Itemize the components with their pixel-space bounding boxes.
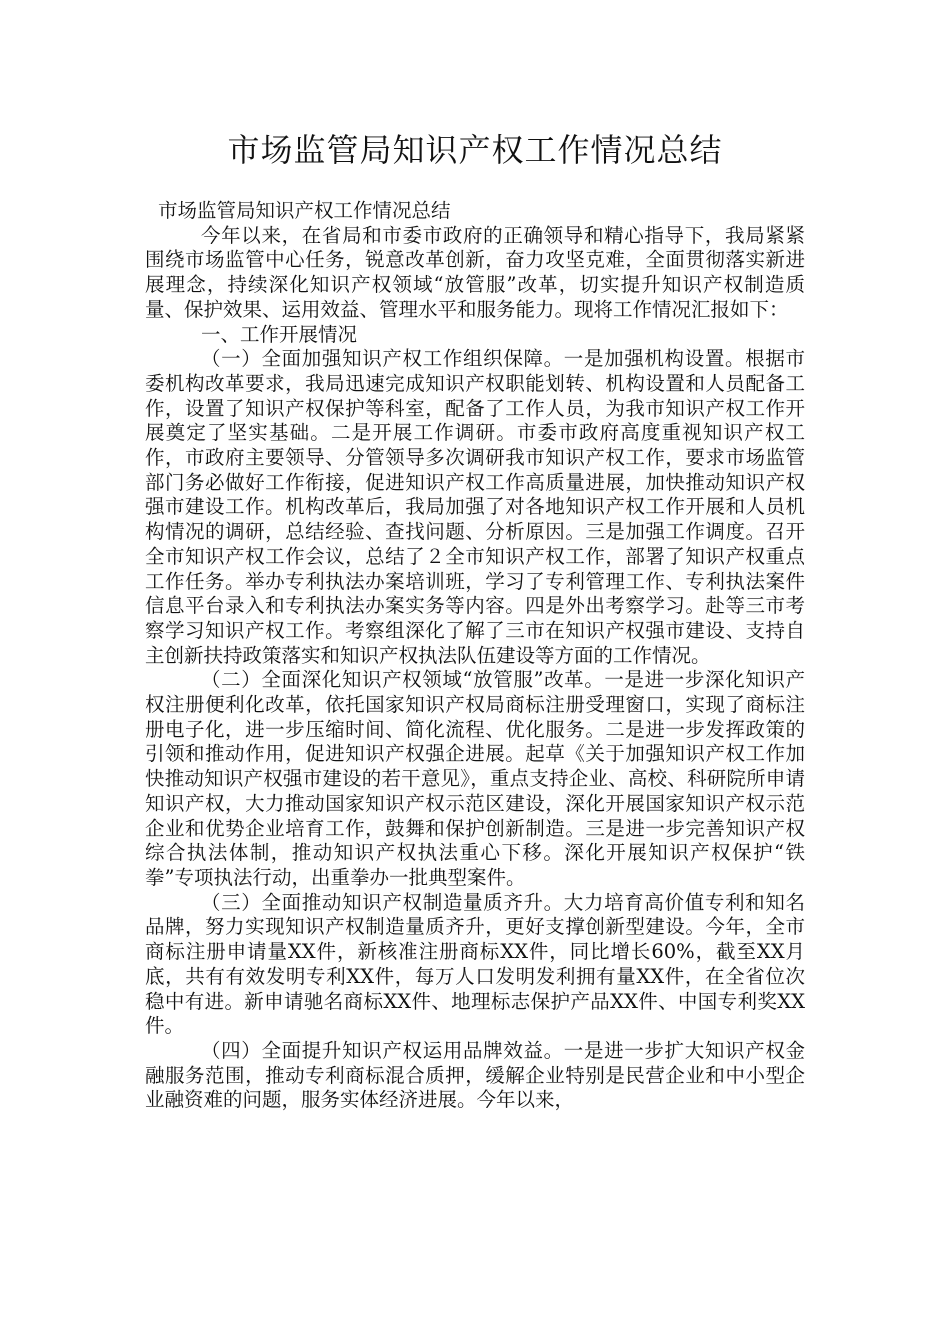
document-body — [145, 199, 805, 1113]
paragraph-section-1-2: （二）全面深化知识产权领域“放管服”改革。一是进一步深化知识产权注册便利化改革，依托国家知识产权局商标注册受理窗口，实现了商标注册电子化，进一步压缩时间、简化流程、优化服务。二是进一步发挥政策的引领和推动作用，促进知识产权强企进展。起草《关于加强知识产权工作加快推动知识产权强市建设的若干意见》，重点支持企业、高校、科研院所申请知识产权，大力推动国家知识产权示范区建设，深化开展国家知识产权示范企业和优势企业培育工作，鼓舞和保护创新制造。三是进一步完善知识产权综合执法体制，推动知识产权执法重心下移。深化开展知识产权保护“铁拳”专项执法行动，出重拳办一批典型案件。 — [145, 668, 805, 889]
section-heading-1: 一、工作开展情况 — [201, 322, 358, 346]
document-title: 市场监管局知识产权工作情况总结 — [227, 131, 723, 169]
paragraph-section-1-3: （三）全面推动知识产权制造量质齐升。大力培育高价值专利和知名品牌，努力实现知识产权制造量质齐升，更好支撑创新型建设。今年，全市商标注册申请量XX件，新核准注册商标XX件，同比增长60%，截至XX月底，共有有效发明专利XX件，每万人口发明发利拥有量XX件，在全省位次稳中有进。新申请驰名商标XX件、地理标志保护产品XX件、中国专利奖XX件。 — [145, 890, 805, 1038]
paragraph-section-1-1: （一）全面加强知识产权工作组织保障。一是加强机构设置。根据市委机构改革要求，我局迅速完成知识产权职能划转、机构设置和人员配备工作，设置了知识产权保护等科室，配备了工作人员，为我市知识产权工作开展奠定了坚实基础。二是开展工作调研。市委市政府高度重视知识产权工作，市政府主要领导、分管领导多次调研我市知识产权工作，要求市场监管部门务必做好工作衔接，促进知识产权工作高质量进展，加快推动知识产权强市建设工作。机构改革后，我局加强了对各地知识产权工作开展和人员机构情况的调研，总结经验、查找问题、分析原因。三是加强工作调度。召开全市知识产权工作会议，总结了２全市知识产权工作，部署了知识产权重点工作任务。举办专利执法办案培训班，学习了专利管理工作、专利执法案件信息平台录入和专利执法办案实务等内容。四是外出考察学习。赴等三市考察学习知识产权工作。考察组深化了解了三市在知识产权强市建设、支持自主创新扶持政策落实和知识产权执法队伍建设等方面的工作情况。 — [145, 347, 805, 667]
document-subtitle: 市场监管局知识产权工作情况总结 — [158, 199, 451, 222]
paragraph-intro: 今年以来，在省局和市委市政府的正确领导和精心指导下，我局紧紧围绕市场监管中心任务，锐意改革创新，奋力攻坚克难，全面贯彻落实新进展理念，持续深化知识产权领域“放管服”改革，切实提升知识产权制造质量、保护效果、运用效益、管理水平和服务能力。现将工作情况汇报如下： — [145, 223, 805, 321]
paragraph-section-1-4: （四）全面提升知识产权运用品牌效益。一是进一步扩大知识产权金融服务范围，推动专利商标混合质押，缓解企业特别是民营企业和中小型企业融资难的问题，服务实体经济进展。今年以来， — [145, 1038, 805, 1112]
